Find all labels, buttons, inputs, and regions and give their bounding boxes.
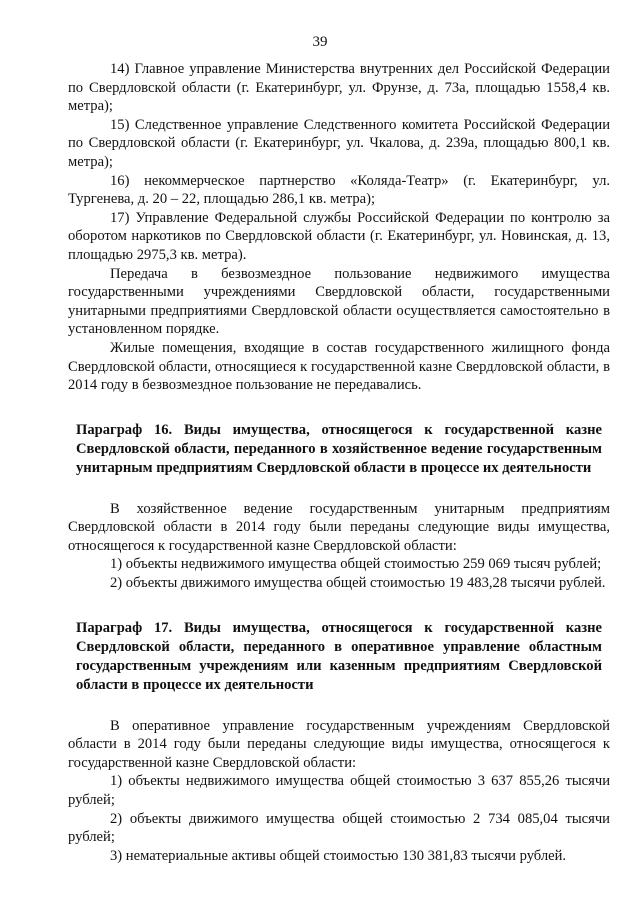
page-number: 39 [312,34,328,50]
list-item: 14) Главное управление Министерства внутренних дел Российской Федерации по Свердловской области (г. Екатеринбург, ул. Фрунзе, д. 73а, площадью 1558,4 кв. метра); [68,61,610,115]
section-17-heading: Параграф 17. Виды имущества, относящегося к государственной казне Свердловской области, переданного в оперативное управление областным государственным учреждениям или казенным предприятиям Свердловской области в процессе их деятельности [76,619,602,693]
list-item: 16) некоммерческое партнерство «Коляда-Театр» (г. Екатеринбург, ул. Тургенева, д. 20 – 22, площадью 286,1 кв. метра); [68,172,610,208]
list-item: 2) объекты движимого имущества общей стоимостью 19 483,28 тысячи рублей. [110,575,606,592]
section-17-intro: В оперативное управление государственным учреждениям Свердловской области в 2014 году были переданы следующие виды имущества, относящегося к государственной казне Свердловской области: [68,717,610,771]
paragraph-transfer: Передача в безвозмездное пользование недвижимого имущества государственными учреждениями Свердловской области, государственными унитарными предприятиями Свердловской области осуществляется самостоятельно в установленном порядке. [68,265,610,338]
list-item: 1) объекты недвижимого имущества общей стоимостью 259 069 тысяч рублей; [110,556,602,573]
list-item: 3) нематериальные активы общей стоимостью 130 381,83 тысячи рублей. [110,847,567,864]
list-item: 1) объекты недвижимого имущества общей стоимостью 3 637 855,26 тысячи рублей; [68,773,610,809]
section-16-heading: Параграф 16. Виды имущества, относящегося к государственной казне Свердловской области, переданного в хозяйственное ведение государственным унитарным предприятиям Свердловской области в процессе их деятельности [76,421,602,476]
section-16-intro: В хозяйственное ведение государственным унитарным предприятиям Свердловской области в 2014 году были переданы следующие виды имущества, относящегося к государственной казне Свердловской области: [68,500,610,554]
document-body [68,60,610,865]
list-item: 17) Управление Федеральной службы Российской Федерации по контролю за оборотом наркотиков по Свердловской области (г. Екатеринбург, ул. Новинская, д. 13, площадью 2975,3 кв. метра). [68,209,610,263]
paragraph-housing: Жилые помещения, входящие в состав государственного жилищного фонда Свердловской области, относящиеся к государственной казне Свердловской области, в 2014 году в безвозмездное пользование не передавались. [68,339,610,394]
list-item: 2) объекты движимого имущества общей стоимостью 2 734 085,04 тысячи рублей; [68,810,610,846]
list-item: 15) Следственное управление Следственного комитета Российской Федерации по Свердловской области (г. Екатеринбург, ул. Чкалова, д. 239а, площадью 800,1 кв. метра); [68,116,610,170]
